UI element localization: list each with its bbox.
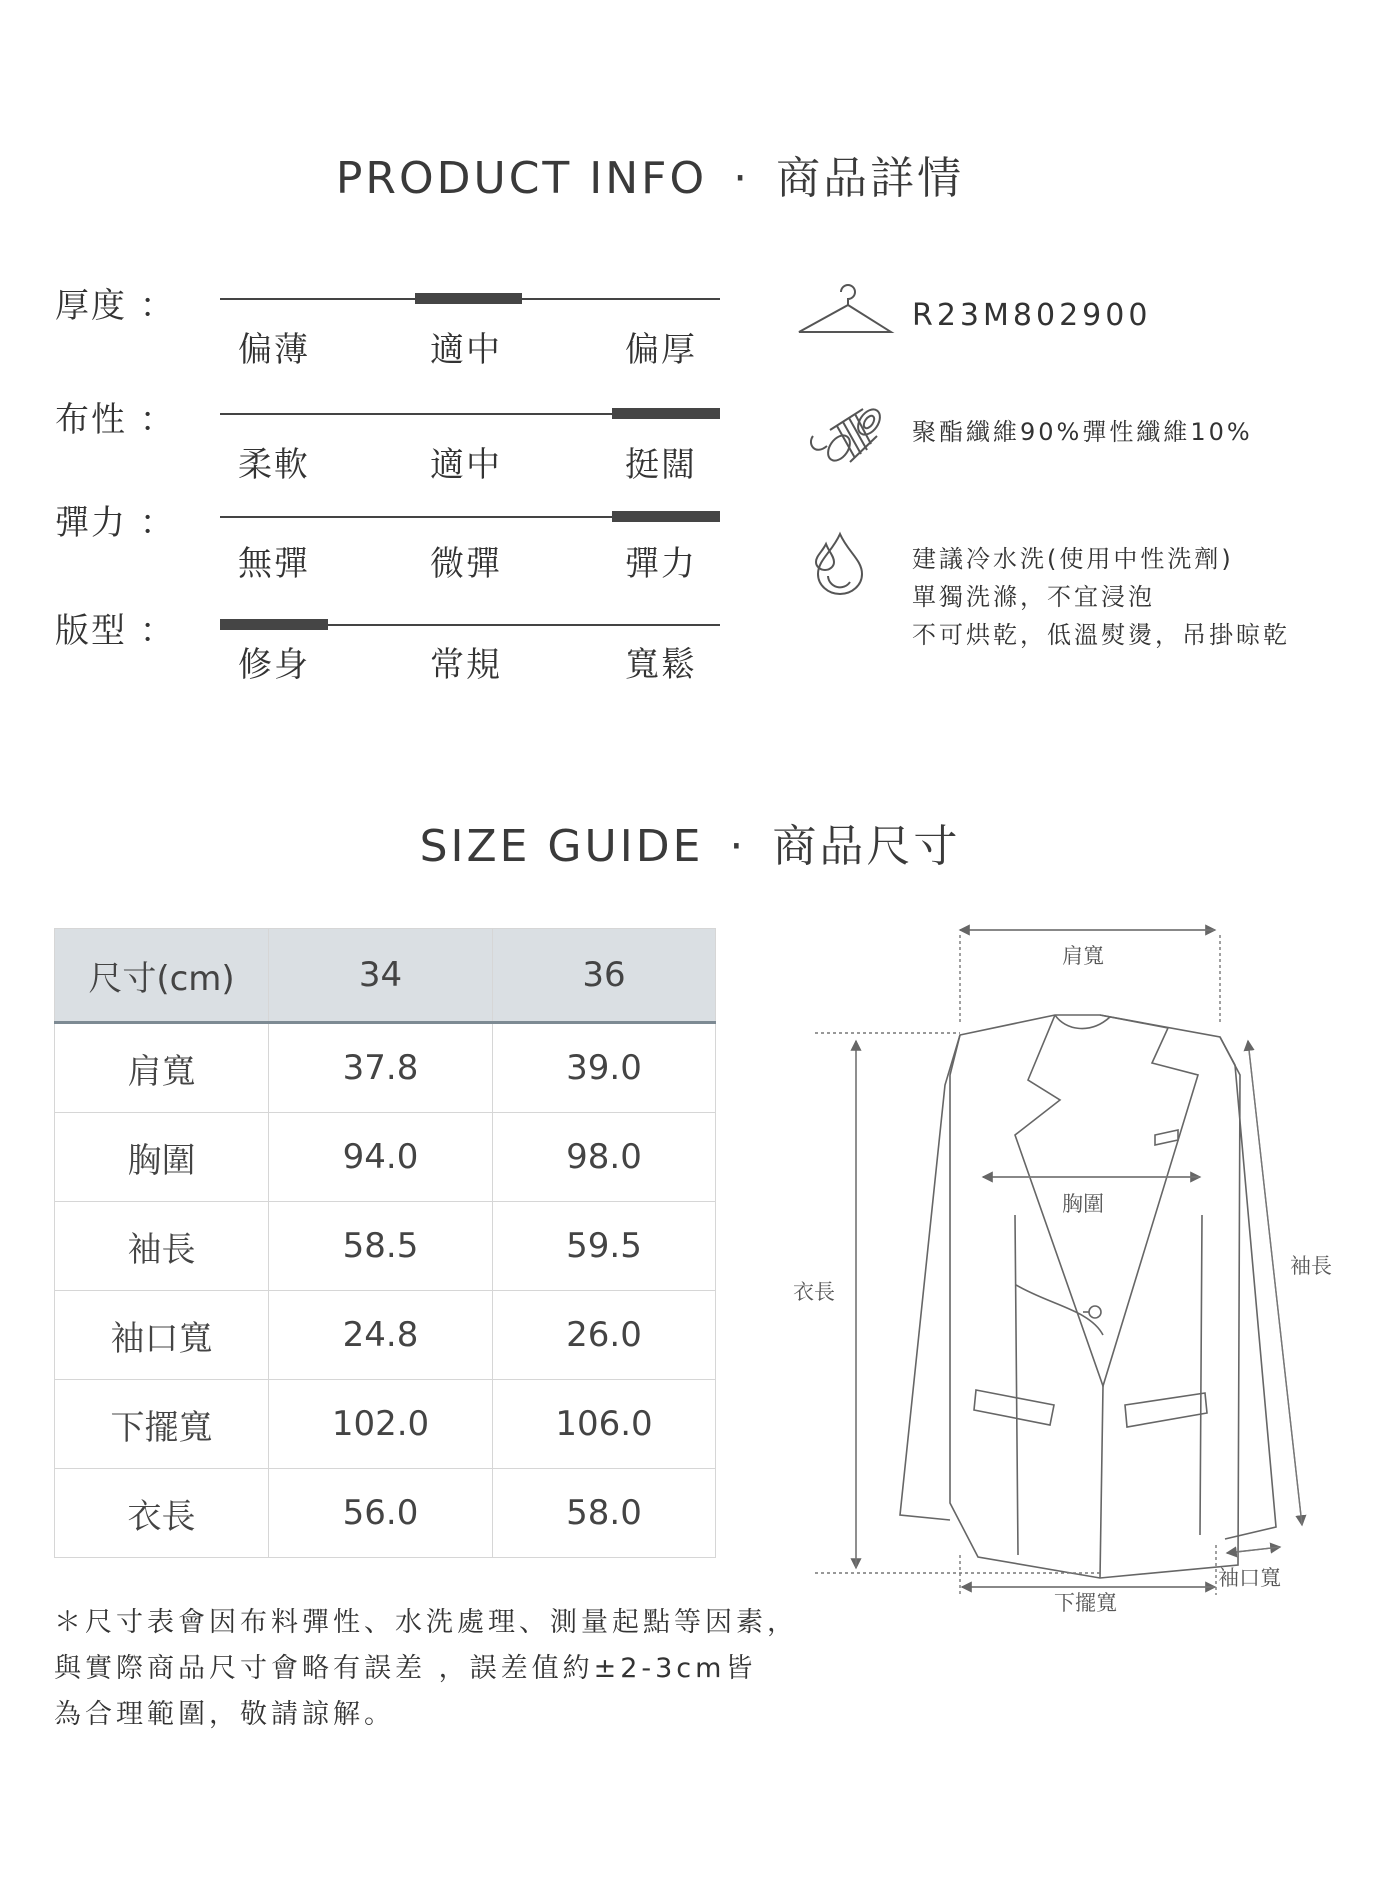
size-guide-title-en: SIZE GUIDE <box>419 821 704 872</box>
row-label: 衣長 <box>55 1469 269 1558</box>
table-cell: 26.0 <box>493 1291 716 1380</box>
row-label: 胸圍 <box>55 1113 269 1202</box>
product-code: R23M802900 <box>912 298 1152 333</box>
size-guide-title <box>0 810 1390 874</box>
attr-stretch-option-3: 彈力 <box>625 544 697 584</box>
attr-stretch-option-2: 微彈 <box>430 544 502 584</box>
header-cell: 36 <box>493 929 716 1023</box>
table-row <box>55 1291 716 1380</box>
table-cell: 106.0 <box>493 1380 716 1469</box>
table-header-row <box>55 929 716 1023</box>
attr-stretch-option-1: 無彈 <box>238 544 310 584</box>
care-line-2: 單獨洗滌，不宜浸泡 <box>912 583 1155 611</box>
diagram-label-hem: 下擺寬 <box>1054 1591 1117 1615</box>
attr-fit-option-3: 寬鬆 <box>625 645 697 685</box>
attr-thickness-option-3: 偏厚 <box>625 330 697 370</box>
table-cell: 58.0 <box>493 1469 716 1558</box>
thread-spool-icon <box>805 400 887 472</box>
care-line-3: 不可烘乾，低溫熨燙，吊掛晾乾 <box>912 621 1290 649</box>
row-label: 袖口寬 <box>55 1291 269 1380</box>
care-line-1: 建議冷水洗(使用中性洗劑) <box>912 545 1234 573</box>
hanger-icon <box>795 280 895 348</box>
water-drop-icon <box>812 530 868 596</box>
attr-stretch-label: 彈力 ： <box>55 503 176 543</box>
attr-fit-option-2: 常規 <box>430 645 502 685</box>
product-info-title <box>0 142 1350 206</box>
attr-fabric-option-2: 適中 <box>430 445 502 485</box>
jacket-diagram <box>800 915 1340 1615</box>
row-label: 袖長 <box>55 1202 269 1291</box>
table-cell: 56.0 <box>269 1469 493 1558</box>
size-table <box>54 928 716 1558</box>
diagram-label-sleeve: 袖長 <box>1290 1254 1332 1278</box>
note-line-2: 與實際商品尺寸會略有誤差 ，誤差值約±2-3cm皆 <box>54 1653 757 1684</box>
header-cell: 尺寸(cm) <box>55 929 269 1023</box>
table-cell: 98.0 <box>493 1113 716 1202</box>
product-info-title-en: PRODUCT INFO <box>335 153 708 204</box>
product-info-title-zh: 商品詳情 <box>776 153 965 204</box>
title-separator: · <box>733 153 751 204</box>
header-cell: 34 <box>269 929 493 1023</box>
table-cell: 24.8 <box>269 1291 493 1380</box>
attr-fit-label: 版型 ： <box>55 611 176 651</box>
table-row <box>55 1202 716 1291</box>
table-cell: 102.0 <box>269 1380 493 1469</box>
attr-thickness-option-1: 偏薄 <box>238 330 310 370</box>
size-guide-title-zh: 商品尺寸 <box>772 821 961 872</box>
size-note <box>54 1600 798 1738</box>
diagram-label-length: 衣長 <box>793 1280 835 1304</box>
table-cell: 39.0 <box>493 1023 716 1113</box>
diagram-label-shoulder: 肩寬 <box>1062 944 1104 968</box>
attr-stretch-marker <box>612 511 720 522</box>
diagram-label-chest: 胸圍 <box>1062 1192 1104 1216</box>
attr-fabric-marker <box>612 408 720 419</box>
table-cell: 37.8 <box>269 1023 493 1113</box>
attr-fabric-option-3: 挺闊 <box>625 445 697 485</box>
attr-fit-marker <box>220 619 328 630</box>
note-line-1: ＊尺寸表會因布料彈性、水洗處理、測量起點等因素， <box>54 1607 798 1638</box>
row-label: 下擺寬 <box>55 1380 269 1469</box>
attr-fit-option-1: 修身 <box>238 645 310 685</box>
row-label: 肩寬 <box>55 1023 269 1113</box>
material-text: 聚酯纖維90%彈性纖維10% <box>912 418 1253 446</box>
table-cell: 58.5 <box>269 1202 493 1291</box>
table-row <box>55 1469 716 1558</box>
table-row <box>55 1023 716 1113</box>
attr-thickness-label: 厚度 ： <box>55 286 176 326</box>
attr-thickness-option-2: 適中 <box>430 330 502 370</box>
note-line-3: 為合理範圍，敬請諒解。 <box>54 1699 395 1730</box>
attr-fabric-label: 布性 ： <box>55 400 176 440</box>
attr-thickness-marker <box>415 293 522 304</box>
table-cell: 59.5 <box>493 1202 716 1291</box>
diagram-label-cuff: 袖口寬 <box>1218 1566 1281 1590</box>
title-separator: · <box>729 821 747 872</box>
attr-fabric-option-1: 柔軟 <box>238 445 310 485</box>
table-row <box>55 1113 716 1202</box>
table-cell: 94.0 <box>269 1113 493 1202</box>
table-row <box>55 1380 716 1469</box>
